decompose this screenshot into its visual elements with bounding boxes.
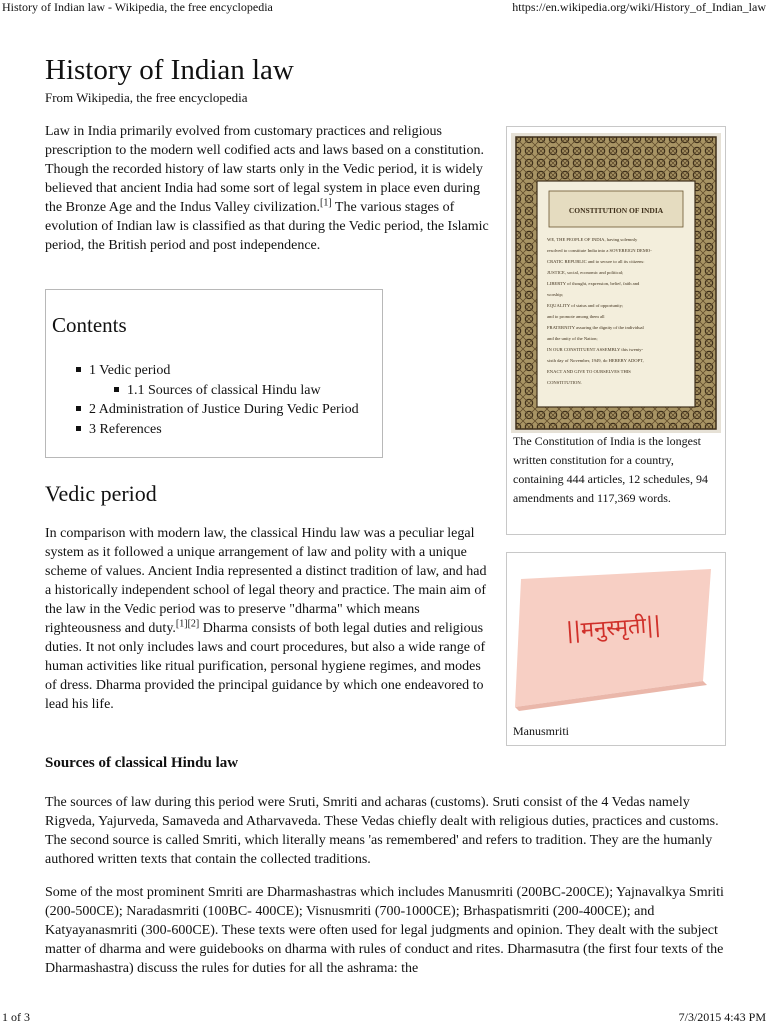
intro-text-b: The various stages of evolution of Indian law is classified as that during the Vedic period, the Islamic period, the British period and post independence. [45,200,489,253]
constitution-image-line: LIBERTY of thought, expression, belief, faith and [547,281,640,286]
toc-item-label: 1 Vedic period [89,363,171,378]
constitution-image-line: resolved to constitute India into a SOVEREIGN DEMO- [547,248,652,253]
bullet-icon [76,426,81,431]
toc-item-administration[interactable] [76,401,359,419]
constitution-caption: The Constitution of India is the longest written constitution for a country, containing 444 articles, 12 schedules, 94 amendments and 117,369 words. [513,434,708,505]
toc-item-sources[interactable] [114,382,321,400]
toc-item-label: 3 References [89,422,162,437]
citation-link[interactable]: [1] [320,197,332,209]
page-subtitle: From Wikipedia, the free encyclopedia [45,90,248,105]
constitution-image-line: IN OUR CONSTITUENT ASSEMBLY this twenty- [547,347,644,352]
manusmriti-image[interactable] [511,561,721,716]
page-footer-pagination: 1 of 3 [2,1010,30,1024]
manusmriti-figure [506,552,726,746]
constitution-figure [506,126,726,535]
bullet-icon [76,406,81,411]
vedic-text-a: In comparison with modern law, the classical Hindu law was a peculiar legal system as it followed a unique arrangement of law and polity with a unique scheme of values. Ancient India represented a distinct tradition of law, and had a historically independent school of legal theory and practice. The main aim of the law in the Vedic period was to preserve "dharma" which means righteousness and duty. [45,526,487,636]
sources-paragraph-1: The sources of law during this period were Sruti, Smriti and acharas (customs). Sruti consist of the 4 Vedas namely Rigveda, Yajurveda, Samaveda and Atharvaveda. These Vedas chiefly dealt with religious duties, practices and customs. The second source is called Smriti, which literally means 'as remembered' and refers to tradition. They are the humanly authored written texts that contain the collected traditions. [45,795,719,867]
constitution-image-line: and to promote among them all [547,314,605,319]
table-of-contents [45,289,383,458]
bullet-icon [76,367,81,372]
page-header-url: https://en.wikipedia.org/wiki/History_of_Indian_law [512,0,766,14]
constitution-image-heading: CONSTITUTION OF INDIA [568,206,664,215]
intro-paragraph [45,122,490,255]
bullet-icon [114,387,119,392]
constitution-image-line: WE, THE PEOPLE OF INDIA, having solemnly [547,237,638,242]
vedic-paragraph [45,524,490,714]
constitution-image-line: CONSTITUTION. [547,380,582,385]
toc-title: Contents [52,313,127,337]
section-heading-vedic: Vedic period [45,481,157,506]
page-title: History of Indian law [45,54,294,86]
toc-item-references[interactable] [76,421,162,439]
constitution-image-line: CRATIC REPUBLIC and to secure to all its citizens: [547,259,645,264]
manusmriti-caption: Manusmriti [513,724,569,738]
constitution-image-line: ENACT AND GIVE TO OURSELVES THIS [547,369,631,374]
toc-item-vedic-period[interactable] [76,362,170,380]
toc-item-label: 2 Administration of Justice During Vedic Period [89,402,359,417]
manusmriti-image-text: ||मनुस्मृती|| [565,612,662,645]
toc-item-label: 1.1 Sources of classical Hindu law [127,383,321,398]
vedic-text-b: Dharma consists of both legal duties and religious duties. It not only includes laws and court procedures, but also a wide range of human activities like ritual purification, personal hygiene regimes, and modes of dress. Dharma provided the principal guidance by which one endeavored to lead his life. [45,621,486,712]
intro-text-a: Law in India primarily evolved from customary practices and religious prescription to the modern well codified acts and laws based on a constitution. Though the recorded history of law starts only in the Vedic period, it is widely believed that ancient India had some sort of legal system in place even during the Bronze Age and the Indus Valley civilization. [45,124,484,215]
constitution-image-line: EQUALITY of status and of opportunity; [547,303,624,308]
constitution-image-line: JUSTICE, social, economic and political; [547,270,624,275]
citation-link[interactable]: [1][2] [175,618,200,630]
constitution-image-line: worship; [547,292,564,297]
constitution-image[interactable] [511,133,721,433]
sources-paragraph-2: Some of the most prominent Smriti are Dharmashastras which includes Manusmriti (200BC-200CE); Yajnavalkya Smriti (200-500CE); Naradasmriti (100BC- 400CE); Visnusmriti (700-1000CE); Brhaspatismriti (200-400CE); and Katyayanasmriti (300-600CE). These texts were often used for legal judgments and opinion. They dealt with the subject matter of dharma and were guidebooks on dharma with rules of conduct and rites. Dharmasutra (the first four texts of the Dharmashastra) discuss the rules for duties for all the ashrama: the [45,885,724,976]
constitution-image-line: sixth day of November, 1949, do HEREBY ADOPT, [547,358,644,363]
section-heading-sources: Sources of classical Hindu law [45,755,239,771]
page-header-title: History of Indian law - Wikipedia, the free encyclopedia [2,0,273,14]
constitution-image-line: FRATERNITY assuring the dignity of the individual [547,325,644,330]
page-footer-timestamp: 7/3/2015 4:43 PM [678,1010,766,1024]
constitution-image-line: and the unity of the Nation; [547,336,598,341]
